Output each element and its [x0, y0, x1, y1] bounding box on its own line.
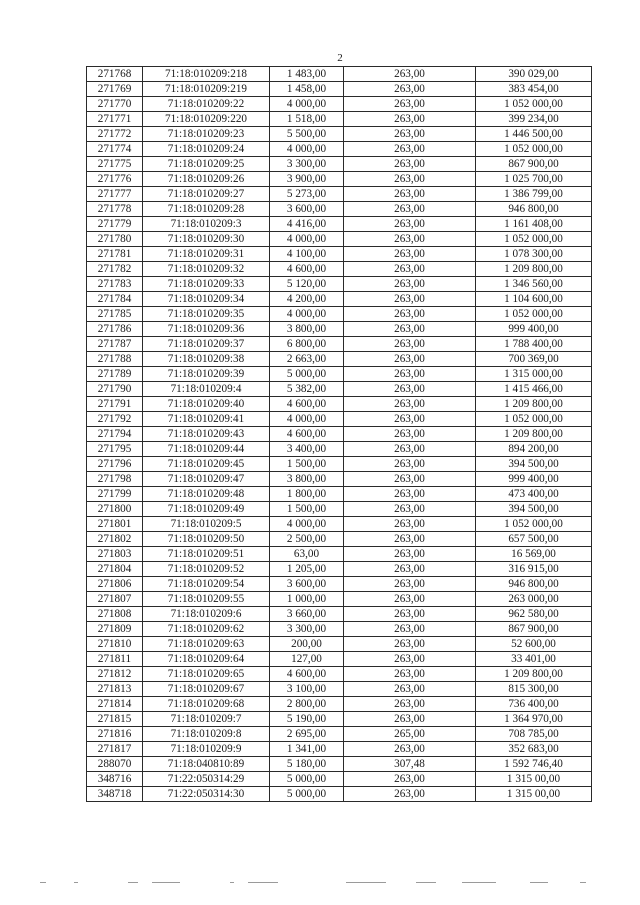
rate-cell: 263,00 [344, 127, 476, 142]
record-id-cell: 271812 [87, 667, 143, 682]
value-cell: 1 104 600,00 [476, 292, 592, 307]
rate-cell: 263,00 [344, 232, 476, 247]
area-cell: 1 341,00 [270, 742, 344, 757]
cadastral-number-cell: 71:18:010209:40 [143, 397, 270, 412]
value-cell: 1 386 799,00 [476, 187, 592, 202]
rate-cell: 263,00 [344, 787, 476, 802]
value-cell: 1 052 000,00 [476, 142, 592, 157]
area-cell: 4 600,00 [270, 667, 344, 682]
cadastral-number-cell: 71:18:010209:45 [143, 457, 270, 472]
value-cell: 736 400,00 [476, 697, 592, 712]
table-row [87, 202, 592, 217]
rate-cell: 263,00 [344, 397, 476, 412]
record-id-cell: 271787 [87, 337, 143, 352]
area-cell: 4 416,00 [270, 217, 344, 232]
area-cell: 127,00 [270, 652, 344, 667]
record-id-cell: 271788 [87, 352, 143, 367]
record-id-cell: 271778 [87, 202, 143, 217]
area-cell: 2 800,00 [270, 697, 344, 712]
table-row [87, 217, 592, 232]
value-cell: 383 454,00 [476, 82, 592, 97]
value-cell: 1 364 970,00 [476, 712, 592, 727]
cadastral-number-cell: 71:18:010209:39 [143, 367, 270, 382]
table-row [87, 772, 592, 787]
table-row [87, 742, 592, 757]
cadastral-number-cell: 71:18:010209:44 [143, 442, 270, 457]
record-id-cell: 271817 [87, 742, 143, 757]
table-row [87, 112, 592, 127]
record-id-cell: 271770 [87, 97, 143, 112]
rate-cell: 263,00 [344, 562, 476, 577]
cadastral-number-cell: 71:18:010209:219 [143, 82, 270, 97]
cadastral-number-cell: 71:18:010209:52 [143, 562, 270, 577]
table-row [87, 172, 592, 187]
rate-cell: 263,00 [344, 652, 476, 667]
value-cell: 1 592 746,40 [476, 757, 592, 772]
table-row [87, 442, 592, 457]
area-cell: 3 600,00 [270, 202, 344, 217]
area-cell: 1 518,00 [270, 112, 344, 127]
area-cell: 5 500,00 [270, 127, 344, 142]
cadastral-number-cell: 71:18:010209:33 [143, 277, 270, 292]
value-cell: 1 209 800,00 [476, 427, 592, 442]
record-id-cell: 271800 [87, 502, 143, 517]
table-row [87, 67, 592, 82]
page-number: 2 [337, 52, 343, 64]
cadastral-number-cell: 71:18:010209:41 [143, 412, 270, 427]
rate-cell: 263,00 [344, 97, 476, 112]
cadastral-number-cell: 71:18:010209:7 [143, 712, 270, 727]
area-cell: 5 190,00 [270, 712, 344, 727]
record-id-cell: 271795 [87, 442, 143, 457]
table-row [87, 412, 592, 427]
record-id-cell: 271789 [87, 367, 143, 382]
table-row [87, 457, 592, 472]
rate-cell: 263,00 [344, 292, 476, 307]
cadastral-number-cell: 71:18:010209:67 [143, 682, 270, 697]
table-row [87, 532, 592, 547]
cadastral-number-cell: 71:18:010209:25 [143, 157, 270, 172]
cadastral-number-cell: 71:18:010209:37 [143, 337, 270, 352]
cadastral-number-cell: 71:18:010209:23 [143, 127, 270, 142]
cadastral-number-cell: 71:18:010209:50 [143, 532, 270, 547]
record-id-cell: 271772 [87, 127, 143, 142]
value-cell: 1 052 000,00 [476, 97, 592, 112]
rate-cell: 263,00 [344, 202, 476, 217]
record-id-cell: 348718 [87, 787, 143, 802]
record-id-cell: 271783 [87, 277, 143, 292]
cadastral-number-cell: 71:18:010209:48 [143, 487, 270, 502]
value-cell: 1 315 00,00 [476, 787, 592, 802]
table-row [87, 232, 592, 247]
rate-cell: 263,00 [344, 187, 476, 202]
record-id-cell: 271802 [87, 532, 143, 547]
area-cell: 4 200,00 [270, 292, 344, 307]
table-row [87, 397, 592, 412]
footer-scan-marks [30, 882, 610, 888]
table-row [87, 682, 592, 697]
rate-cell: 263,00 [344, 352, 476, 367]
value-cell: 867 900,00 [476, 622, 592, 637]
area-cell: 1 000,00 [270, 592, 344, 607]
area-cell: 4 000,00 [270, 412, 344, 427]
record-id-cell: 271784 [87, 292, 143, 307]
rate-cell: 263,00 [344, 217, 476, 232]
record-id-cell: 271810 [87, 637, 143, 652]
table-body [87, 67, 592, 802]
table-row [87, 157, 592, 172]
table-row [87, 427, 592, 442]
area-cell: 1 483,00 [270, 67, 344, 82]
area-cell: 1 800,00 [270, 487, 344, 502]
value-cell: 16 569,00 [476, 547, 592, 562]
area-cell: 4 600,00 [270, 262, 344, 277]
table-row [87, 277, 592, 292]
rate-cell: 263,00 [344, 637, 476, 652]
rate-cell: 263,00 [344, 772, 476, 787]
rate-cell: 263,00 [344, 277, 476, 292]
cadastral-number-cell: 71:18:010209:220 [143, 112, 270, 127]
area-cell: 5 000,00 [270, 787, 344, 802]
cadastral-number-cell: 71:18:010209:64 [143, 652, 270, 667]
record-id-cell: 271796 [87, 457, 143, 472]
land-plots-table [86, 66, 592, 802]
cadastral-number-cell: 71:18:010209:27 [143, 187, 270, 202]
record-id-cell: 271768 [87, 67, 143, 82]
area-cell: 200,00 [270, 637, 344, 652]
value-cell: 946 800,00 [476, 202, 592, 217]
value-cell: 999 400,00 [476, 472, 592, 487]
cadastral-number-cell: 71:18:010209:218 [143, 67, 270, 82]
table-row [87, 322, 592, 337]
value-cell: 1 078 300,00 [476, 247, 592, 262]
cadastral-number-cell: 71:18:010209:49 [143, 502, 270, 517]
record-id-cell: 271780 [87, 232, 143, 247]
rate-cell: 263,00 [344, 307, 476, 322]
record-id-cell: 271786 [87, 322, 143, 337]
cadastral-number-cell: 71:18:010209:54 [143, 577, 270, 592]
value-cell: 1 161 408,00 [476, 217, 592, 232]
value-cell: 1 315 00,00 [476, 772, 592, 787]
rate-cell: 263,00 [344, 607, 476, 622]
value-cell: 867 900,00 [476, 157, 592, 172]
cadastral-number-cell: 71:18:010209:26 [143, 172, 270, 187]
cadastral-number-cell: 71:18:010209:8 [143, 727, 270, 742]
value-cell: 657 500,00 [476, 532, 592, 547]
record-id-cell: 271779 [87, 217, 143, 232]
area-cell: 3 400,00 [270, 442, 344, 457]
area-cell: 5 382,00 [270, 382, 344, 397]
value-cell: 1 315 000,00 [476, 367, 592, 382]
table-row [87, 337, 592, 352]
value-cell: 894 200,00 [476, 442, 592, 457]
record-id-cell: 348716 [87, 772, 143, 787]
record-id-cell: 271806 [87, 577, 143, 592]
table-row [87, 607, 592, 622]
record-id-cell: 288070 [87, 757, 143, 772]
table-row [87, 517, 592, 532]
area-cell: 3 300,00 [270, 622, 344, 637]
table-row [87, 757, 592, 772]
cadastral-number-cell: 71:18:010209:22 [143, 97, 270, 112]
area-cell: 3 300,00 [270, 157, 344, 172]
table-row [87, 142, 592, 157]
area-cell: 2 500,00 [270, 532, 344, 547]
cadastral-number-cell: 71:18:010209:31 [143, 247, 270, 262]
value-cell: 352 683,00 [476, 742, 592, 757]
rate-cell: 263,00 [344, 517, 476, 532]
rate-cell: 263,00 [344, 382, 476, 397]
cadastral-number-cell: 71:18:010209:47 [143, 472, 270, 487]
value-cell: 1 346 560,00 [476, 277, 592, 292]
cadastral-number-cell: 71:18:010209:28 [143, 202, 270, 217]
table-row [87, 667, 592, 682]
table-row [87, 547, 592, 562]
rate-cell: 263,00 [344, 622, 476, 637]
record-id-cell: 271804 [87, 562, 143, 577]
value-cell: 394 500,00 [476, 502, 592, 517]
cadastral-number-cell: 71:18:010209:30 [143, 232, 270, 247]
cadastral-number-cell: 71:18:040810:89 [143, 757, 270, 772]
record-id-cell: 271769 [87, 82, 143, 97]
area-cell: 4 100,00 [270, 247, 344, 262]
record-id-cell: 271781 [87, 247, 143, 262]
record-id-cell: 271808 [87, 607, 143, 622]
rate-cell: 263,00 [344, 172, 476, 187]
area-cell: 3 660,00 [270, 607, 344, 622]
record-id-cell: 271807 [87, 592, 143, 607]
rate-cell: 263,00 [344, 442, 476, 457]
record-id-cell: 271774 [87, 142, 143, 157]
area-cell: 4 000,00 [270, 97, 344, 112]
value-cell: 390 029,00 [476, 67, 592, 82]
area-cell: 1 500,00 [270, 457, 344, 472]
rate-cell: 263,00 [344, 157, 476, 172]
record-id-cell: 271814 [87, 697, 143, 712]
table-row [87, 127, 592, 142]
record-id-cell: 271801 [87, 517, 143, 532]
area-cell: 4 000,00 [270, 232, 344, 247]
area-cell: 4 000,00 [270, 307, 344, 322]
rate-cell: 263,00 [344, 547, 476, 562]
cadastral-number-cell: 71:18:010209:32 [143, 262, 270, 277]
rate-cell: 263,00 [344, 532, 476, 547]
rate-cell: 263,00 [344, 592, 476, 607]
area-cell: 3 800,00 [270, 472, 344, 487]
table-row [87, 187, 592, 202]
rate-cell: 263,00 [344, 667, 476, 682]
record-id-cell: 271776 [87, 172, 143, 187]
area-cell: 4 000,00 [270, 517, 344, 532]
table-row [87, 577, 592, 592]
rate-cell: 263,00 [344, 712, 476, 727]
value-cell: 1 052 000,00 [476, 412, 592, 427]
area-cell: 63,00 [270, 547, 344, 562]
table-row [87, 652, 592, 667]
value-cell: 316 915,00 [476, 562, 592, 577]
value-cell: 708 785,00 [476, 727, 592, 742]
cadastral-number-cell: 71:18:010209:24 [143, 142, 270, 157]
rate-cell: 263,00 [344, 502, 476, 517]
cadastral-number-cell: 71:18:010209:62 [143, 622, 270, 637]
cadastral-number-cell: 71:18:010209:68 [143, 697, 270, 712]
value-cell: 33 401,00 [476, 652, 592, 667]
table-row [87, 367, 592, 382]
table-row [87, 97, 592, 112]
record-id-cell: 271803 [87, 547, 143, 562]
rate-cell: 263,00 [344, 427, 476, 442]
value-cell: 394 500,00 [476, 457, 592, 472]
rate-cell: 263,00 [344, 142, 476, 157]
cadastral-number-cell: 71:18:010209:51 [143, 547, 270, 562]
record-id-cell: 271798 [87, 472, 143, 487]
table-row [87, 787, 592, 802]
table-row [87, 262, 592, 277]
area-cell: 2 663,00 [270, 352, 344, 367]
value-cell: 263 000,00 [476, 592, 592, 607]
rate-cell: 263,00 [344, 367, 476, 382]
rate-cell: 263,00 [344, 577, 476, 592]
table-row [87, 697, 592, 712]
cadastral-number-cell: 71:18:010209:43 [143, 427, 270, 442]
area-cell: 4 600,00 [270, 397, 344, 412]
rate-cell: 263,00 [344, 322, 476, 337]
record-id-cell: 271816 [87, 727, 143, 742]
rate-cell: 263,00 [344, 112, 476, 127]
value-cell: 999 400,00 [476, 322, 592, 337]
value-cell: 1 446 500,00 [476, 127, 592, 142]
table-row [87, 382, 592, 397]
table-row [87, 292, 592, 307]
cadastral-number-cell: 71:18:010209:34 [143, 292, 270, 307]
value-cell: 473 400,00 [476, 487, 592, 502]
value-cell: 1 209 800,00 [476, 262, 592, 277]
table-row [87, 562, 592, 577]
rate-cell: 307,48 [344, 757, 476, 772]
cadastral-number-cell: 71:18:010209:65 [143, 667, 270, 682]
value-cell: 52 600,00 [476, 637, 592, 652]
area-cell: 1 500,00 [270, 502, 344, 517]
rate-cell: 265,00 [344, 727, 476, 742]
record-id-cell: 271777 [87, 187, 143, 202]
record-id-cell: 271782 [87, 262, 143, 277]
cadastral-number-cell: 71:18:010209:3 [143, 217, 270, 232]
rate-cell: 263,00 [344, 337, 476, 352]
value-cell: 1 209 800,00 [476, 667, 592, 682]
table-row [87, 307, 592, 322]
rate-cell: 263,00 [344, 682, 476, 697]
value-cell: 1 025 700,00 [476, 172, 592, 187]
rate-cell: 263,00 [344, 247, 476, 262]
table-row [87, 472, 592, 487]
table-row [87, 502, 592, 517]
rate-cell: 263,00 [344, 742, 476, 757]
value-cell: 1 052 000,00 [476, 232, 592, 247]
cadastral-number-cell: 71:18:010209:38 [143, 352, 270, 367]
area-cell: 5 000,00 [270, 772, 344, 787]
table-row [87, 592, 592, 607]
rate-cell: 263,00 [344, 412, 476, 427]
cadastral-number-cell: 71:18:010209:4 [143, 382, 270, 397]
table-row [87, 247, 592, 262]
area-cell: 1 458,00 [270, 82, 344, 97]
record-id-cell: 271771 [87, 112, 143, 127]
table-row [87, 82, 592, 97]
area-cell: 3 900,00 [270, 172, 344, 187]
record-id-cell: 271785 [87, 307, 143, 322]
record-id-cell: 271813 [87, 682, 143, 697]
rate-cell: 263,00 [344, 697, 476, 712]
cadastral-number-cell: 71:22:050314:29 [143, 772, 270, 787]
value-cell: 1 415 466,00 [476, 382, 592, 397]
table-row [87, 487, 592, 502]
table-row [87, 712, 592, 727]
table-row [87, 637, 592, 652]
table-row [87, 727, 592, 742]
area-cell: 4 600,00 [270, 427, 344, 442]
value-cell: 946 800,00 [476, 577, 592, 592]
table-row [87, 352, 592, 367]
area-cell: 5 120,00 [270, 277, 344, 292]
value-cell: 1 788 400,00 [476, 337, 592, 352]
cadastral-number-cell: 71:18:010209:9 [143, 742, 270, 757]
cadastral-number-cell: 71:18:010209:35 [143, 307, 270, 322]
area-cell: 5 000,00 [270, 367, 344, 382]
record-id-cell: 271811 [87, 652, 143, 667]
rate-cell: 263,00 [344, 82, 476, 97]
record-id-cell: 271794 [87, 427, 143, 442]
record-id-cell: 271791 [87, 397, 143, 412]
cadastral-number-cell: 71:18:010209:55 [143, 592, 270, 607]
cadastral-number-cell: 71:18:010209:6 [143, 607, 270, 622]
value-cell: 1 052 000,00 [476, 517, 592, 532]
record-id-cell: 271799 [87, 487, 143, 502]
area-cell: 1 205,00 [270, 562, 344, 577]
cadastral-number-cell: 71:22:050314:30 [143, 787, 270, 802]
value-cell: 700 369,00 [476, 352, 592, 367]
cadastral-number-cell: 71:18:010209:36 [143, 322, 270, 337]
rate-cell: 263,00 [344, 487, 476, 502]
area-cell: 5 180,00 [270, 757, 344, 772]
record-id-cell: 271775 [87, 157, 143, 172]
value-cell: 1 052 000,00 [476, 307, 592, 322]
rate-cell: 263,00 [344, 472, 476, 487]
record-id-cell: 271809 [87, 622, 143, 637]
value-cell: 399 234,00 [476, 112, 592, 127]
value-cell: 1 209 800,00 [476, 397, 592, 412]
area-cell: 3 600,00 [270, 577, 344, 592]
area-cell: 3 100,00 [270, 682, 344, 697]
record-id-cell: 271815 [87, 712, 143, 727]
area-cell: 4 000,00 [270, 142, 344, 157]
value-cell: 815 300,00 [476, 682, 592, 697]
area-cell: 2 695,00 [270, 727, 344, 742]
rate-cell: 263,00 [344, 262, 476, 277]
cadastral-number-cell: 71:18:010209:5 [143, 517, 270, 532]
record-id-cell: 271790 [87, 382, 143, 397]
rate-cell: 263,00 [344, 67, 476, 82]
cadastral-number-cell: 71:18:010209:63 [143, 637, 270, 652]
area-cell: 3 800,00 [270, 322, 344, 337]
table-row [87, 622, 592, 637]
record-id-cell: 271792 [87, 412, 143, 427]
area-cell: 6 800,00 [270, 337, 344, 352]
area-cell: 5 273,00 [270, 187, 344, 202]
value-cell: 962 580,00 [476, 607, 592, 622]
rate-cell: 263,00 [344, 457, 476, 472]
